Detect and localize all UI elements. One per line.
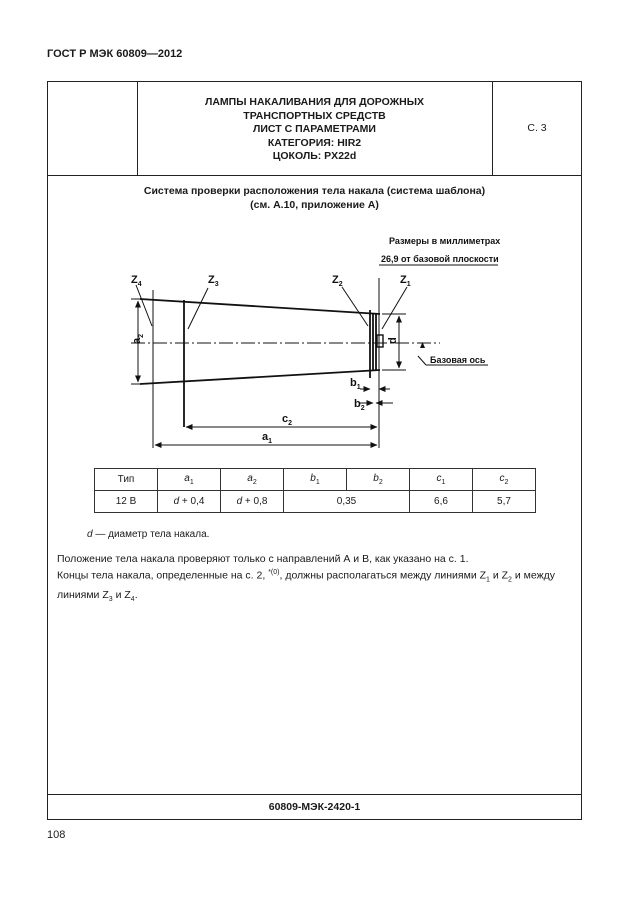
cell-a1: d + 0,4 bbox=[158, 491, 221, 513]
table-header-row bbox=[95, 469, 536, 491]
title-line: КАТЕГОРИЯ: HIR2 bbox=[267, 136, 362, 149]
header-cell: Тип bbox=[95, 469, 158, 491]
notes-paragraph bbox=[57, 552, 577, 607]
distance-label: 26,9 от базовой плоскости bbox=[381, 254, 499, 264]
a2-label: $a_2$ bbox=[131, 333, 145, 344]
units-note: Размеры в миллиметрах bbox=[389, 236, 501, 246]
header-cell: $c_2$ bbox=[473, 469, 536, 491]
header-cell: $b_1$ bbox=[284, 469, 347, 491]
section-title-line: Система проверки расположения тела накала (система шаблона) bbox=[143, 185, 486, 197]
cell-a2: d + 0,8 bbox=[221, 491, 284, 513]
b2-label: $b_2$ bbox=[354, 398, 365, 412]
title-line: ЦОКОЛЬ: PX22d bbox=[272, 150, 357, 162]
note-line-3: линиями $Z_3$ и $Z_4$. bbox=[57, 588, 138, 603]
z2-leader bbox=[342, 287, 368, 326]
header-cell: $a_2$ bbox=[221, 469, 284, 491]
c1-label: $a_1$ bbox=[262, 431, 273, 445]
filament-box bbox=[377, 335, 383, 347]
body-bottom-edge bbox=[140, 370, 380, 384]
page-frame bbox=[47, 81, 582, 820]
section-title-line: (см. А.10, приложение А) bbox=[250, 198, 379, 211]
page-number: 108 bbox=[47, 829, 66, 841]
header-cell: $b_2$ bbox=[347, 469, 410, 491]
legend-note: d — диаметр тела накала. bbox=[87, 529, 210, 540]
title-line: ТРАНСПОРТНЫХ СРЕДСТВ bbox=[243, 109, 386, 122]
note-line-1: Положение тела накала проверяют только с направлений А и В, как указано на с. 1. bbox=[57, 553, 469, 565]
z3-leader bbox=[188, 288, 208, 329]
axis-leader bbox=[418, 356, 426, 365]
filament-gauge-drawing bbox=[48, 82, 581, 462]
z3-label: $Z_3$ bbox=[208, 274, 219, 288]
a1-label: d bbox=[387, 337, 399, 344]
cell-c1: 6,6 bbox=[410, 491, 473, 513]
standard-designation: ГОСТ Р МЭК 60809—2012 bbox=[47, 48, 183, 60]
body-top-edge bbox=[140, 299, 380, 314]
cell-b: 0,35 bbox=[284, 491, 410, 513]
header-cell: $c_1$ bbox=[410, 469, 473, 491]
c2-label: $c_2$ bbox=[282, 413, 293, 427]
z1-label: $Z_1$ bbox=[400, 274, 411, 288]
title-line: ЛИСТ С ПАРАМЕТРАМИ bbox=[253, 123, 376, 135]
note-line-2: Концы тела накала, определенные на с. 2, $^{*(0)}$, должны располагаться между линиями $Z_1$ и $Z_2$ и между bbox=[57, 569, 555, 584]
cell-c2: 5,7 bbox=[473, 491, 536, 513]
z1-leader bbox=[382, 287, 407, 329]
z2-label: $Z_2$ bbox=[332, 274, 343, 288]
cell-type: 12 В bbox=[95, 491, 158, 513]
b1-label: $b_1$ bbox=[350, 377, 361, 391]
axis-label: Базовая ось bbox=[430, 355, 486, 365]
header-cell: $a_1$ bbox=[158, 469, 221, 491]
parameters-table bbox=[94, 468, 536, 513]
title-line: ЛАМПЫ НАКАЛИВАНИЯ ДЛЯ ДОРОЖНЫХ bbox=[204, 96, 425, 108]
z4-label: $Z_4$ bbox=[131, 274, 142, 288]
table-row bbox=[95, 491, 536, 513]
sheet-number: С. 3 bbox=[527, 122, 547, 134]
footer-code: 60809-МЭК-2420-1 bbox=[48, 794, 581, 820]
